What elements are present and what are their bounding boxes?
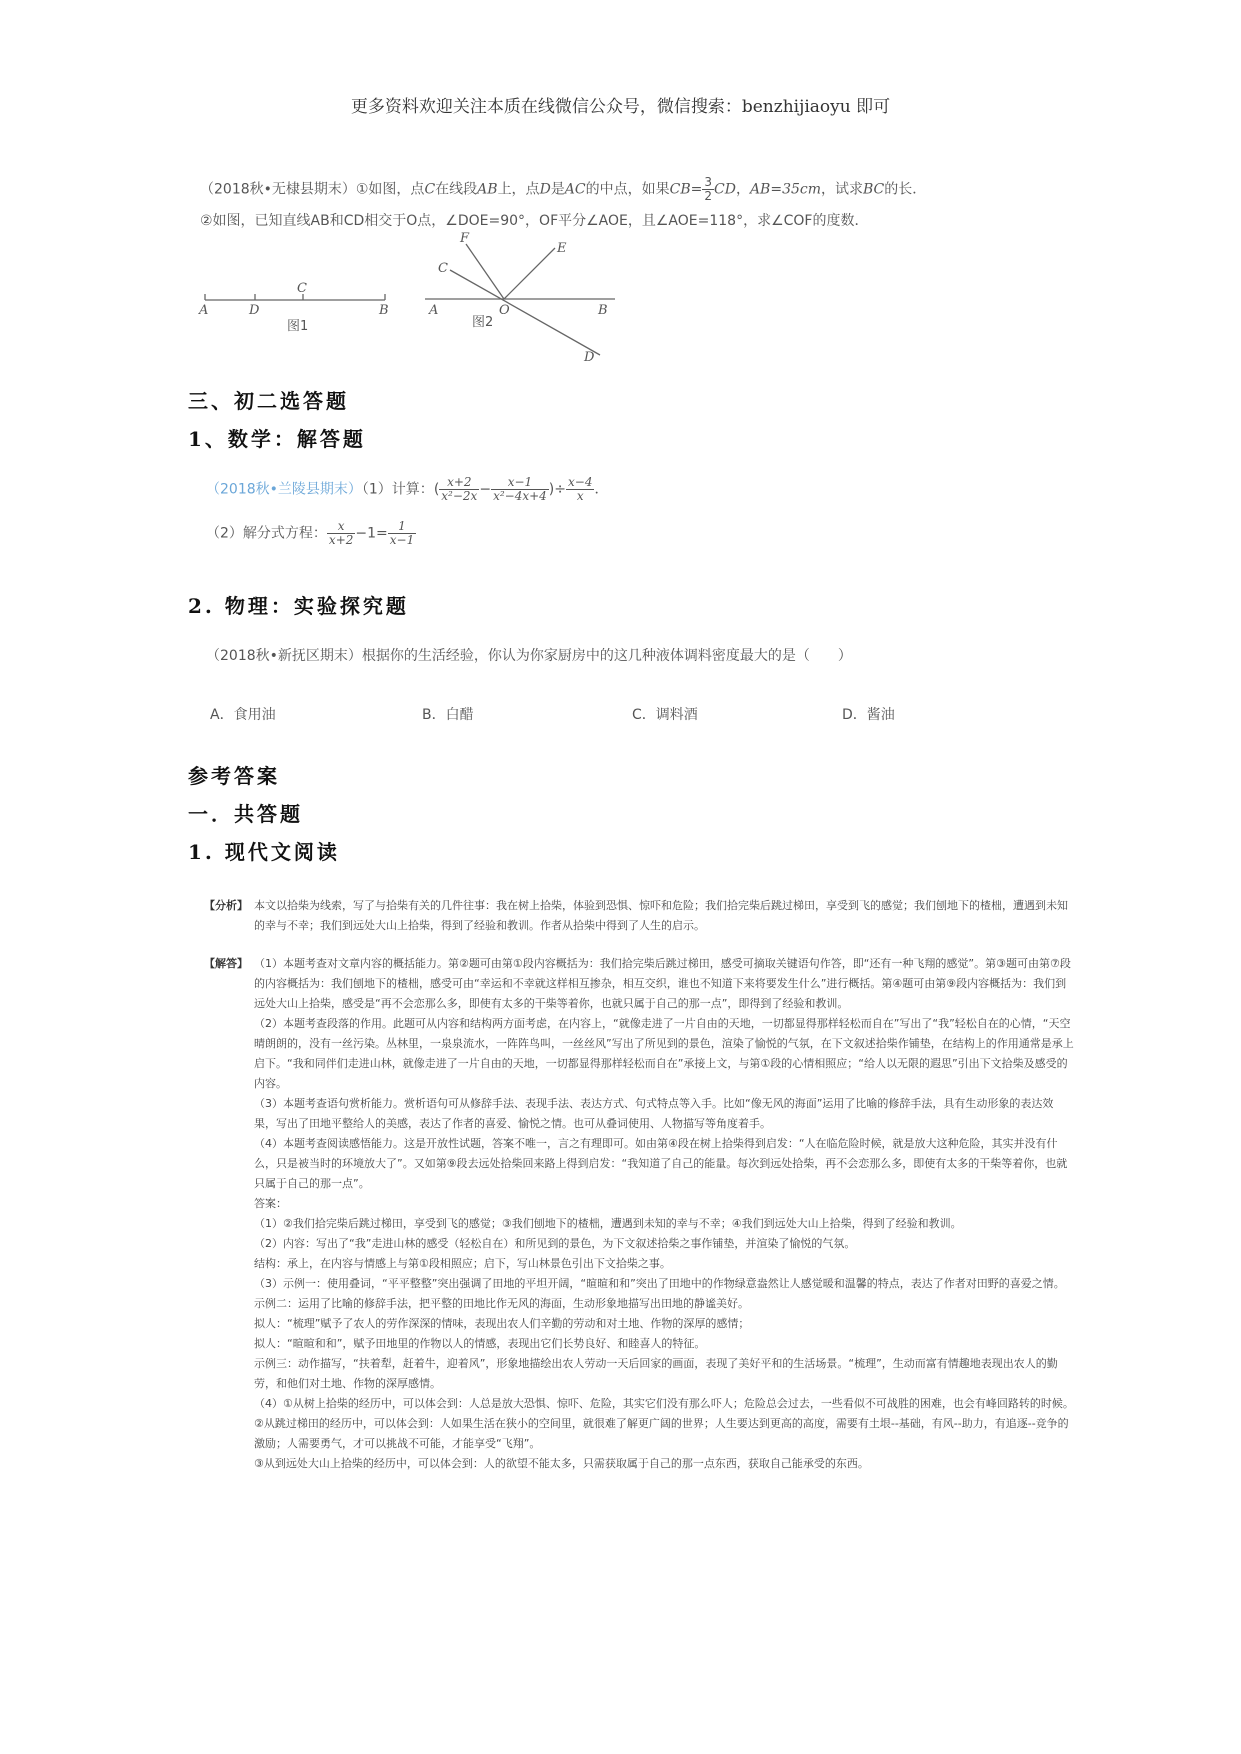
fig2-label-o: O bbox=[499, 303, 510, 318]
q1-point-c: C bbox=[424, 181, 436, 198]
math2-eq-frac1-den: x+2 bbox=[328, 533, 354, 547]
fig1-caption: 图1 bbox=[287, 319, 309, 334]
fig1-label-c: C bbox=[297, 281, 307, 296]
math2-part2 bbox=[206, 520, 416, 547]
physics-option-b: B．白醋 bbox=[422, 707, 474, 723]
answer-line: ③从到远处大山上拾柴的经历中，可以体会到：人的欲望不能太多，只需获取属于自己的那一点东西，获取自己能承受的东西。 bbox=[254, 1457, 869, 1470]
answer-line: 结构：承上，在内容与情感上与第①段相照应；启下，写山林景色引出下文拾柴之事。 bbox=[254, 1257, 671, 1270]
q1-frac-num: 3 bbox=[704, 175, 712, 189]
math2-frac2-num: x−1 bbox=[491, 476, 549, 490]
math2-fraction-3 bbox=[566, 476, 594, 503]
answers-heading: 参考答案 bbox=[188, 764, 280, 788]
math2-paren-open: ( bbox=[433, 481, 440, 498]
answer-line: 示例二：运用了比喻的修辞手法，把平整的田地比作无风的海面，生动形象地描写出田地的静谧美好。 bbox=[254, 1297, 749, 1310]
analysis-tag: 【分析】 bbox=[204, 899, 248, 912]
math2-eq-frac2-den: x−1 bbox=[389, 533, 415, 547]
analysis-block bbox=[204, 896, 1074, 932]
answer-line: （3）本题考查语句赏析能力。赏析语句可从修辞手法、表现手法、表达方式、句式特点等入手。比如“像无风的海面”运用了比喻的修辞手法，具有生动形象的表达效果，写出了田地平整给人的美感，表达了作者的喜爱、愉悦之情。也可从叠词使用、人物描写等角度着手。 bbox=[254, 1097, 1054, 1130]
common-heading: 一．共答题 bbox=[188, 802, 303, 826]
fig1-label-d: D bbox=[249, 303, 260, 318]
fig2-label-b: B bbox=[598, 303, 608, 318]
math2-frac3-num: x−4 bbox=[568, 475, 593, 489]
fig2-caption: 图2 bbox=[472, 315, 494, 330]
answer-line: 答案： bbox=[254, 1197, 287, 1210]
physics-option-c: C．调料酒 bbox=[632, 707, 698, 723]
answer-line: （4）①从树上拾柴的经历中，可以体会到：人总是放大恐惧、惊吓、危险，其实它们没有那么吓人；危险总会过去，一些看似不可战胜的困难，也会有峰回路转的时候。 bbox=[254, 1397, 1074, 1410]
fig2-ray-oe bbox=[504, 248, 555, 299]
page-header: 更多资料欢迎关注本质在线微信公众号，微信搜索：benzhijiaoyu 即可 bbox=[350, 97, 891, 117]
fig2-line-cd bbox=[450, 270, 600, 355]
fig2-label-f: F bbox=[460, 231, 470, 246]
answer-line: 拟人：“暄暄和和”，赋予田地里的作物以人的情感，表现出它们长势良好、和睦喜人的特征。 bbox=[254, 1337, 706, 1350]
math2-eq-frac1-num: x bbox=[327, 520, 355, 534]
answer-line: （2）内容：写出了“我”走进山林的感受（轻松自在）和所见到的景色，为下文叙述拾柴之事作铺垫，并渲染了愉悦的气氛。 bbox=[254, 1237, 856, 1250]
math2-paren-close: )÷ bbox=[548, 481, 566, 498]
math2-part1 bbox=[206, 476, 608, 503]
q1-frac-den: 2 bbox=[704, 189, 712, 203]
answer-body bbox=[254, 954, 1074, 1474]
math2-frac3-den: x bbox=[576, 489, 584, 503]
section-3-heading: 三、初二选答题 bbox=[188, 389, 349, 413]
answer-line: （3）示例一：使用叠词，“平平整整”突出强调了田地的平坦开阔，“暄暄和和”突出了田地中的作物绿意盎然让人感觉暖和温馨的特点，表达了作者对田野的喜爱之情。 bbox=[254, 1277, 1065, 1290]
analysis-text: 本文以拾柴为线索，写了与拾柴有关的几件往事：我在树上拾柴，体验到恐惧、惊吓和危险；我们拾完柴后跳过梯田，享受到飞的感觉；我们刨地下的楂柮，遭遇到未知的幸与不幸；我们到远处大山上拾柴，得到了经验和教训。作者从拾柴中得到了人生的启示。 bbox=[254, 899, 1068, 932]
answer-line: ②从跳过梯田的经历中，可以体会到：人如果生活在狭小的空间里，就很难了解更广阔的世界；人生要达到更高的高度，需要有土垠--基础，有风--助力，有追逐--竞争的激励；人需要勇气，才可以挑战不可能，才能享受“飞翔”。 bbox=[254, 1417, 1069, 1450]
q1-ab-value: AB=35cm bbox=[749, 181, 821, 198]
answer-block bbox=[204, 954, 1074, 1470]
physics-option-d: D．酱油 bbox=[842, 707, 895, 723]
math2-period: ． bbox=[594, 481, 609, 498]
math2-source: （2018秋•兰陵县期末） bbox=[206, 481, 362, 498]
answer-line: （1）本题考查对文章内容的概括能力。第②题可由第①段内容概括为：我们拾完柴后跳过梯田，感受可摘取关键语句作答，即“还有一种飞翔的感觉”。第③题可由第⑦段的内容概括为：我们刨地下的楂柮，感受可由“幸运和不幸就这样相互掺杂，相互交织，谁也不知道下来将要发生什么”进行概括。第④题可由第⑨段内容概括为：我们到远处大山上拾柴，感受是“再不会恋那么多，即使有太多的干柴等着你，也就只属于自己的那一点”，即得到了经验和教训。 bbox=[254, 957, 1071, 1010]
math2-frac1-num: x+2 bbox=[439, 476, 479, 490]
fig2-label-d: D bbox=[584, 350, 595, 365]
answer-line: （2）本题考查段落的作用。此题可从内容和结构两方面考虑，在内容上，“就像走进了一片自由的天地，一切都显得那样轻松而自在”写出了“我”轻松自在的心情，“天空晴朗朗的，没有一丝污染。丛林里，一泉泉流水，一阵阵鸟叫，一丝丝风”写出了所见到的景色，渲染了愉悦的气氛，在下文叙述拾柴作铺垫，在结构上的作用通常是承上启下。“我和同伴们走进山林，就像走进了一片自由的天地，一切都显得那样轻松而自在”承接上文，与第①段的心情相照应；“给人以无限的遐思”引出下文拾柴及感受的内容。 bbox=[254, 1017, 1074, 1090]
fig2-label-e: E bbox=[557, 241, 567, 256]
q1-length: 的长． bbox=[884, 181, 927, 198]
q1-seg-bc: BC bbox=[863, 181, 885, 198]
math2-fraction-1 bbox=[439, 476, 479, 503]
physics-question: （2018秋•新抚区期末）根据你的生活经验，你认为你家厨房中的这几种液体调料密度最大的是（ ） bbox=[206, 648, 852, 664]
math-heading: 1、数学：解答题 bbox=[188, 427, 366, 451]
answer-line: （1）②我们拾完柴后跳过梯田，享受到飞的感觉；③我们刨地下的楂柮，遭遇到未知的幸与不幸；④我们到远处大山上拾柴，得到了经验和教训。 bbox=[254, 1217, 962, 1230]
fig2-label-a: A bbox=[429, 303, 439, 318]
math-question-part2: ②如图，已知直线AB和CD相交于O点，∠DOE=90°，OF平分∠AOE，且∠AOE=118°，求∠COF的度数． bbox=[200, 213, 869, 229]
figure-1 bbox=[195, 280, 405, 340]
q1-seg-cd: CD bbox=[714, 181, 736, 198]
answer-tag: 【解答】 bbox=[204, 957, 248, 970]
math2-eq-minus: −1= bbox=[355, 525, 388, 542]
q1-comma: ， bbox=[735, 181, 750, 198]
answer-line: 拟人：“梳理”赋予了农人的劳作深深的情味，表现出农人们辛勤的劳动和对土地、作物的深厚的感情； bbox=[254, 1317, 750, 1330]
q1-on-seg: 在线段 bbox=[435, 181, 478, 198]
physics-heading: 2. 物理：实验探究题 bbox=[188, 594, 409, 618]
math2-eq-frac2-num: 1 bbox=[388, 520, 416, 534]
math2-eq-fraction-2 bbox=[388, 520, 416, 547]
fig1-label-a: A bbox=[199, 303, 209, 318]
fig2-ray-of bbox=[466, 244, 504, 299]
answer-line: 示例三：动作描写，“扶着犁，赶着牛，迎着风”，形象地描绘出农人劳动一天后回家的画面，表现了美好平和的生活场景。“梳理”，生动而富有情趣地表现出农人的勤劳，和他们对土地、作物的深厚感情。 bbox=[254, 1357, 1058, 1390]
modern-reading-heading: 1. 现代文阅读 bbox=[188, 840, 340, 864]
answer-line: （4）本题考查阅读感悟能力。这是开放性试题，答案不唯一，言之有理即可。如由第④段在树上拾柴得到启发：“人在临危险时候，就是放大这种危险，其实并没有什么，只是被当时的环境放大了”。又如第⑨段去远处拾柴回来路上得到启发：“我知道了自己的能量。每次到远处拾柴，再不会恋那么多，即使有太多的干柴等着你，也就只属于自己的那一点”。 bbox=[254, 1137, 1068, 1190]
math-question-part1 bbox=[200, 176, 926, 203]
math2-frac2-den: x²−4x+4 bbox=[493, 489, 547, 503]
q1-prefix: （2018秋•无棣县期末）①如图，点 bbox=[200, 181, 425, 198]
math2-frac1-den: x²−2x bbox=[441, 489, 478, 503]
q1-seg-ac: AC bbox=[564, 181, 586, 198]
figure-2 bbox=[420, 230, 630, 365]
math2-minus: − bbox=[479, 481, 492, 498]
math2-fraction-2 bbox=[491, 476, 549, 503]
math2-part1-label: （1）计算： bbox=[361, 481, 434, 498]
q1-cb-eq: CB= bbox=[669, 181, 703, 198]
fig2-label-c: C bbox=[438, 261, 448, 276]
q1-point-d: D bbox=[539, 181, 551, 198]
q1-seg-ab: AB bbox=[477, 181, 498, 198]
q1-is-mid: 是 bbox=[550, 181, 565, 198]
math2-eq-fraction-1 bbox=[327, 520, 355, 547]
math2-part2-label: （2）解分式方程： bbox=[206, 525, 327, 542]
q1-fraction bbox=[702, 176, 714, 203]
q1-ask: ，试求 bbox=[821, 181, 863, 198]
q1-mid-if: 的中点，如果 bbox=[585, 181, 670, 198]
physics-option-a: A．食用油 bbox=[210, 707, 276, 723]
q1-on-dot: 上，点 bbox=[497, 181, 540, 198]
fig1-label-b: B bbox=[379, 303, 389, 318]
